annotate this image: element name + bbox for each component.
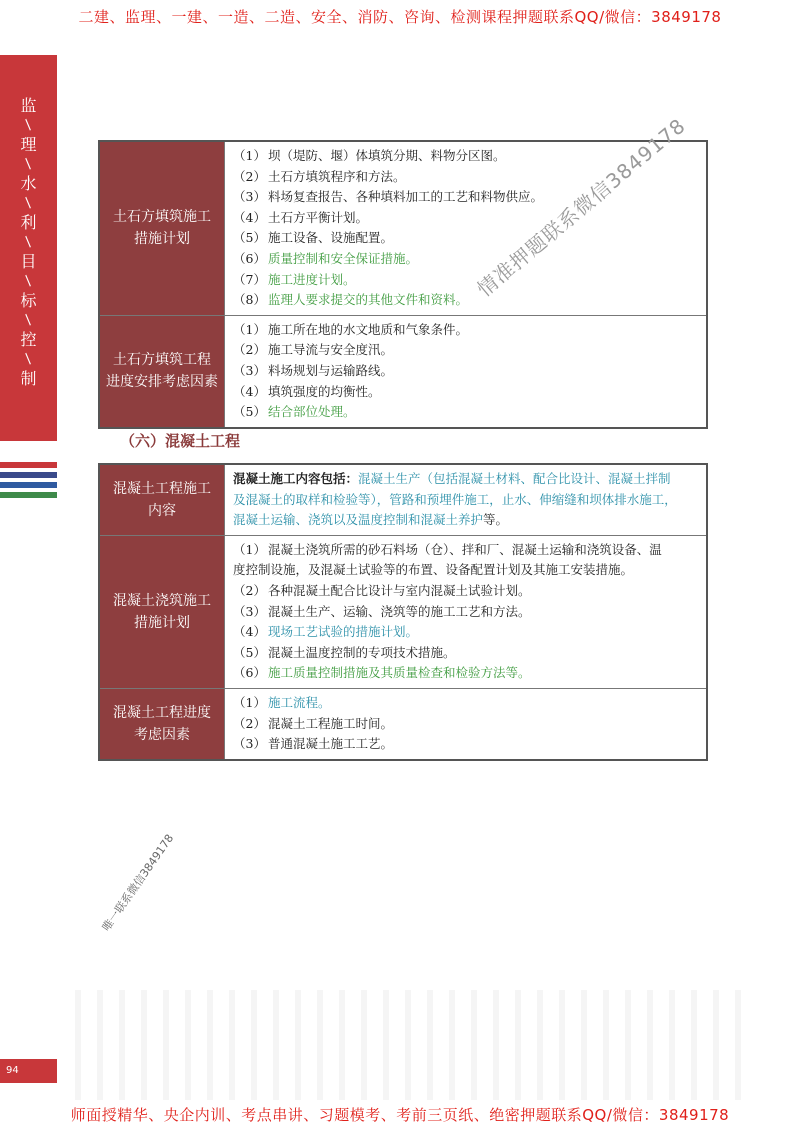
- row-label: [99, 688, 225, 759]
- side-tab-separator: /: [21, 156, 36, 172]
- side-tab-char: 理: [20, 135, 37, 154]
- footer-banner: 师面授精华、央企内训、考点串讲、习题模考、考前三页纸、绝密押题联系QQ/微信：3849178: [70, 1106, 730, 1124]
- watermark-diagonal: 情准押题联系微信3849178: [472, 113, 691, 302]
- list-item: （1） 坝（堤防、堰）体填筑分期、料物分区图。: [233, 148, 506, 163]
- list-item: （5） 结合部位处理。: [233, 404, 356, 420]
- list-item: （3） 普通混凝土施工工艺。: [233, 736, 393, 752]
- row-label-line: 混凝土工程进度: [113, 704, 211, 721]
- row-label-line: 内容: [148, 502, 176, 519]
- table-row: [99, 315, 707, 427]
- list-item: （5） 施工设备、设施配置。: [233, 230, 393, 246]
- side-tab-char: 水: [20, 174, 37, 193]
- faint-background-bars: [75, 990, 755, 1100]
- list-item: （2） 土石方填筑程序和方法。: [233, 168, 406, 184]
- list-item: （2） 施工导流与安全度汛。: [233, 342, 393, 358]
- table-row: [99, 464, 707, 535]
- content-line: 混凝土施工内容包括：混凝土生产（包括混凝土材料、配合比设计、混凝土拌制: [233, 471, 671, 486]
- list-item: （4） 土石方平衡计划。: [233, 209, 368, 225]
- side-tab-char: 利: [20, 213, 37, 232]
- side-tab-char: 制: [20, 369, 37, 388]
- side-tab-separator: /: [21, 195, 36, 211]
- list-item: （4） 填筑强度的均衡性。: [233, 383, 381, 399]
- row-content: [225, 315, 708, 427]
- table-row: [99, 535, 707, 688]
- side-tab-char: 控: [20, 330, 37, 349]
- list-item: （1） 混凝土浇筑所需的砂石料场（仓）、拌和厂、混凝土运输和浇筑设备、温: [233, 541, 662, 557]
- side-tab-char: 目: [20, 252, 37, 271]
- content-line: 及混凝土的取样和检验等），管路和预埋件施工，止水、伸缩缝和坝体排水施工，: [233, 491, 677, 507]
- watermark-diagonal-small: 唯一联系微信3849178: [99, 831, 177, 934]
- side-tab-separator: /: [21, 312, 36, 328]
- list-item: （2） 混凝土工程施工时间。: [233, 715, 393, 731]
- page-number: 94: [0, 1059, 57, 1083]
- list-item: （4） 现场工艺试验的措施计划。: [233, 624, 418, 640]
- row-label-line: 混凝土浇筑施工: [113, 592, 211, 609]
- side-chapter-tab: [0, 55, 57, 441]
- list-item: （2） 各种混凝土配合比设计与室内混凝土试验计划。: [233, 582, 531, 598]
- side-tab-separator: /: [21, 273, 36, 289]
- row-content: [225, 535, 708, 688]
- row-label-line: 土石方填筑施工: [113, 209, 211, 226]
- list-item: （8） 监理人要求提交的其他文件和资料。: [233, 292, 468, 308]
- header-banner: 二建、监理、一建、一造、二造、安全、消防、咨询、检测课程押题联系QQ/微信：3849178: [78, 8, 722, 26]
- row-content: [225, 688, 708, 759]
- concrete-table: [98, 463, 708, 761]
- section-heading: （六）混凝土工程: [120, 432, 241, 450]
- list-item: （6） 质量控制和安全保证措施。: [233, 250, 418, 266]
- list-item: （3） 混凝土生产、运输、浇筑等的施工工艺和方法。: [233, 603, 531, 619]
- content-line: 混凝土运输、浇筑以及温度控制和混凝土养护等。: [233, 512, 509, 528]
- row-label: [99, 315, 225, 427]
- row-label-line: 措施计划: [134, 614, 190, 631]
- row-label-line: 措施计划: [134, 231, 190, 248]
- decorative-stripes: [0, 462, 57, 502]
- row-label-line: 考虑因素: [134, 726, 190, 743]
- row-label: [99, 535, 225, 688]
- list-item: （6） 施工质量控制措施及其质量检查和检验方法等。: [233, 665, 531, 681]
- list-item: （1） 施工所在地的水文地质和气象条件。: [233, 321, 468, 337]
- row-label-line: 土石方填筑工程: [113, 352, 211, 369]
- list-item: （3） 料场复查报告、各种填料加工的工艺和料物供应。: [233, 189, 543, 205]
- row-label: [99, 464, 225, 535]
- table-row: [99, 688, 707, 759]
- row-label-line: 进度安排考虑因素: [106, 374, 218, 391]
- side-tab-separator: /: [21, 117, 36, 133]
- side-tab-separator: /: [21, 234, 36, 250]
- list-item: （7） 施工进度计划。: [233, 271, 356, 287]
- side-tab-char: 监: [20, 96, 37, 115]
- side-tab-separator: /: [21, 351, 36, 367]
- row-content: [225, 464, 708, 535]
- row-label-line: 混凝土工程施工: [113, 480, 211, 497]
- side-tab-char: 标: [20, 291, 37, 310]
- list-item-continuation: 度控制设施，及混凝土试验等的布置、设备配置计划及其施工安装措施。: [233, 562, 634, 578]
- list-item: （1） 施工流程。: [233, 694, 331, 710]
- list-item: （5） 混凝土温度控制的专项技术措施。: [233, 644, 456, 660]
- row-label: [99, 141, 225, 315]
- list-item: （3） 料场规划与运输路线。: [233, 362, 393, 378]
